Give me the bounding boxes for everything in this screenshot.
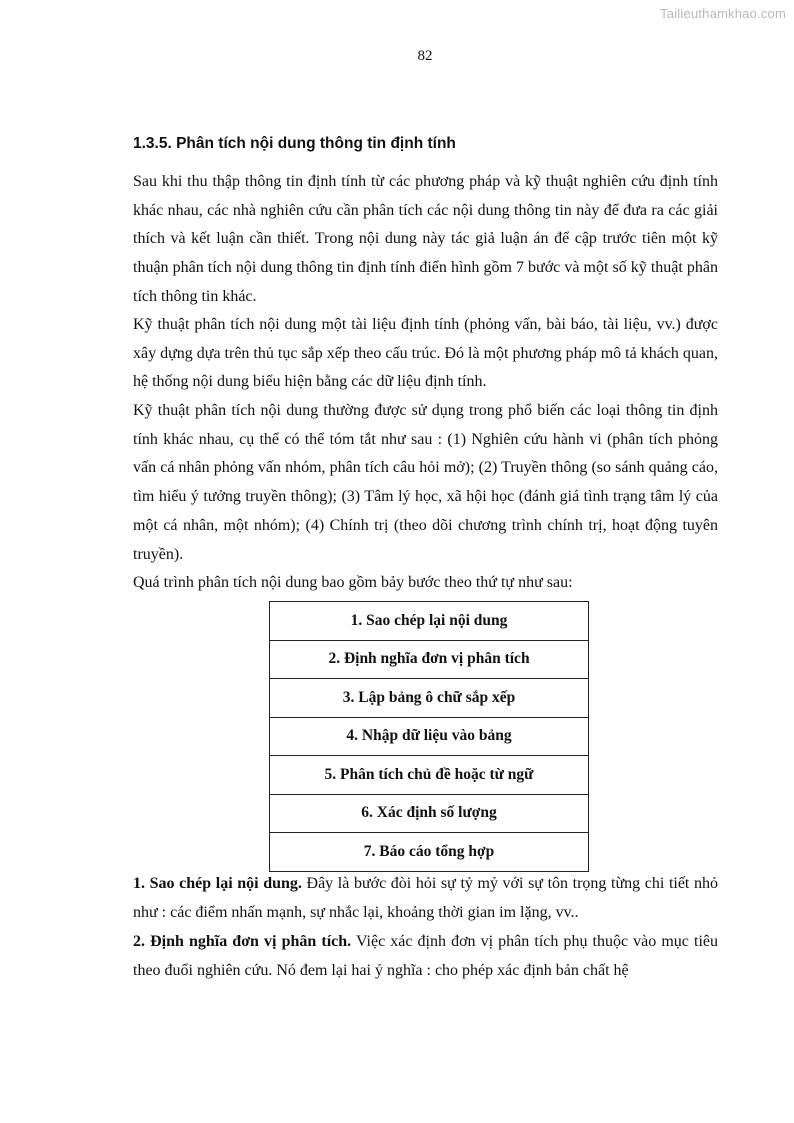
step-1-lead: 1. Sao chép lại nội dung. xyxy=(133,875,302,892)
paragraph-step-1 xyxy=(133,870,718,927)
paragraph-technique-definition: Kỹ thuật phân tích nội dung một tài liệu định tính (phỏng vấn, bài báo, tài liệu, vv.) được xây dựng dựa trên thủ tục sắp xếp theo cấu trúc. Đó là một phương pháp mô tả khách quan, hệ thống nội dung biểu hiện bằng các dữ liệu định tính. xyxy=(133,316,718,391)
table-row xyxy=(270,640,589,679)
section-heading: 1.3.5. Phân tích nội dung thông tin định tính xyxy=(133,135,456,152)
table-row xyxy=(270,756,589,795)
paragraph-technique-usage: Kỹ thuật phân tích nội dung thường được sử dụng trong phổ biến các loại thông tin định tính khác nhau, cụ thể có thể tóm tắt như sau : (1) Nghiên cứu hành vi (phân tích phỏng vấn cá nhân phỏng vấn nhóm, phân tích câu hỏi mở); (2) Truyền thông (so sánh quảng cáo, tìm hiểu ý tưởng truyền thông); (3) Tâm lý học, xã hội học (đánh giá tình trạng tâm lý của một cá nhân, một nhóm); (4) Chính trị (theo dõi chương trình chính trị, hoạt động tuyên truyền). xyxy=(133,402,718,563)
step-cell: 4. Nhập dữ liệu vào bảng xyxy=(270,717,589,756)
watermark: Tailieuthamkhao.com xyxy=(660,6,786,21)
step-cell: 5. Phân tích chủ đề hoặc từ ngữ xyxy=(270,756,589,795)
table-row xyxy=(270,833,589,872)
step-cell: 1. Sao chép lại nội dung xyxy=(270,602,589,641)
step-2-body: Việc xác định đơn vị phân tích phụ thuộc vào mục tiêu theo đuổi nghiên cứu. Nó đem lại hai ý nghĩa : cho phép xác định bản chất hệ xyxy=(133,933,718,979)
paragraph-intro: Sau khi thu thập thông tin định tính từ các phương pháp và kỹ thuật nghiên cứu định tính khác nhau, các nhà nghiên cứu cần phân tích các nội dung thông tin này để đưa ra các giải thích và kết luận cần thiết. Trong nội dung này tác giả luận án để cập trước tiên một kỹ thuận phân tích nội dung thông tin định tính điển hình gồm 7 bước và một số kỹ thuật phân tích thông tin khác. xyxy=(133,173,718,305)
table-row xyxy=(270,717,589,756)
step-cell: 2. Định nghĩa đơn vị phân tích xyxy=(270,640,589,679)
step-cell: 3. Lập bảng ô chữ sắp xếp xyxy=(270,679,589,718)
step-1-body: Đây là bước đòi hỏi sự tỷ mỷ với sự tôn trọng từng chi tiết nhỏ như : các điểm nhấn mạnh, sự nhắc lại, khoảng thời gian im lặng, vv.. xyxy=(133,875,718,921)
step-cell: 7. Báo cáo tổng hợp xyxy=(270,833,589,872)
paragraph-step-2 xyxy=(133,928,718,985)
table-row xyxy=(270,602,589,641)
step-2-lead: 2. Định nghĩa đơn vị phân tích. xyxy=(133,933,352,950)
paragraph-steps-intro: Quá trình phân tích nội dung bao gồm bảy bước theo thứ tự như sau: xyxy=(133,574,573,591)
table-row xyxy=(270,794,589,833)
page-number: 82 xyxy=(417,48,433,64)
table-row xyxy=(270,679,589,718)
step-cell: 6. Xác định số lượng xyxy=(270,794,589,833)
steps-table xyxy=(269,601,589,872)
